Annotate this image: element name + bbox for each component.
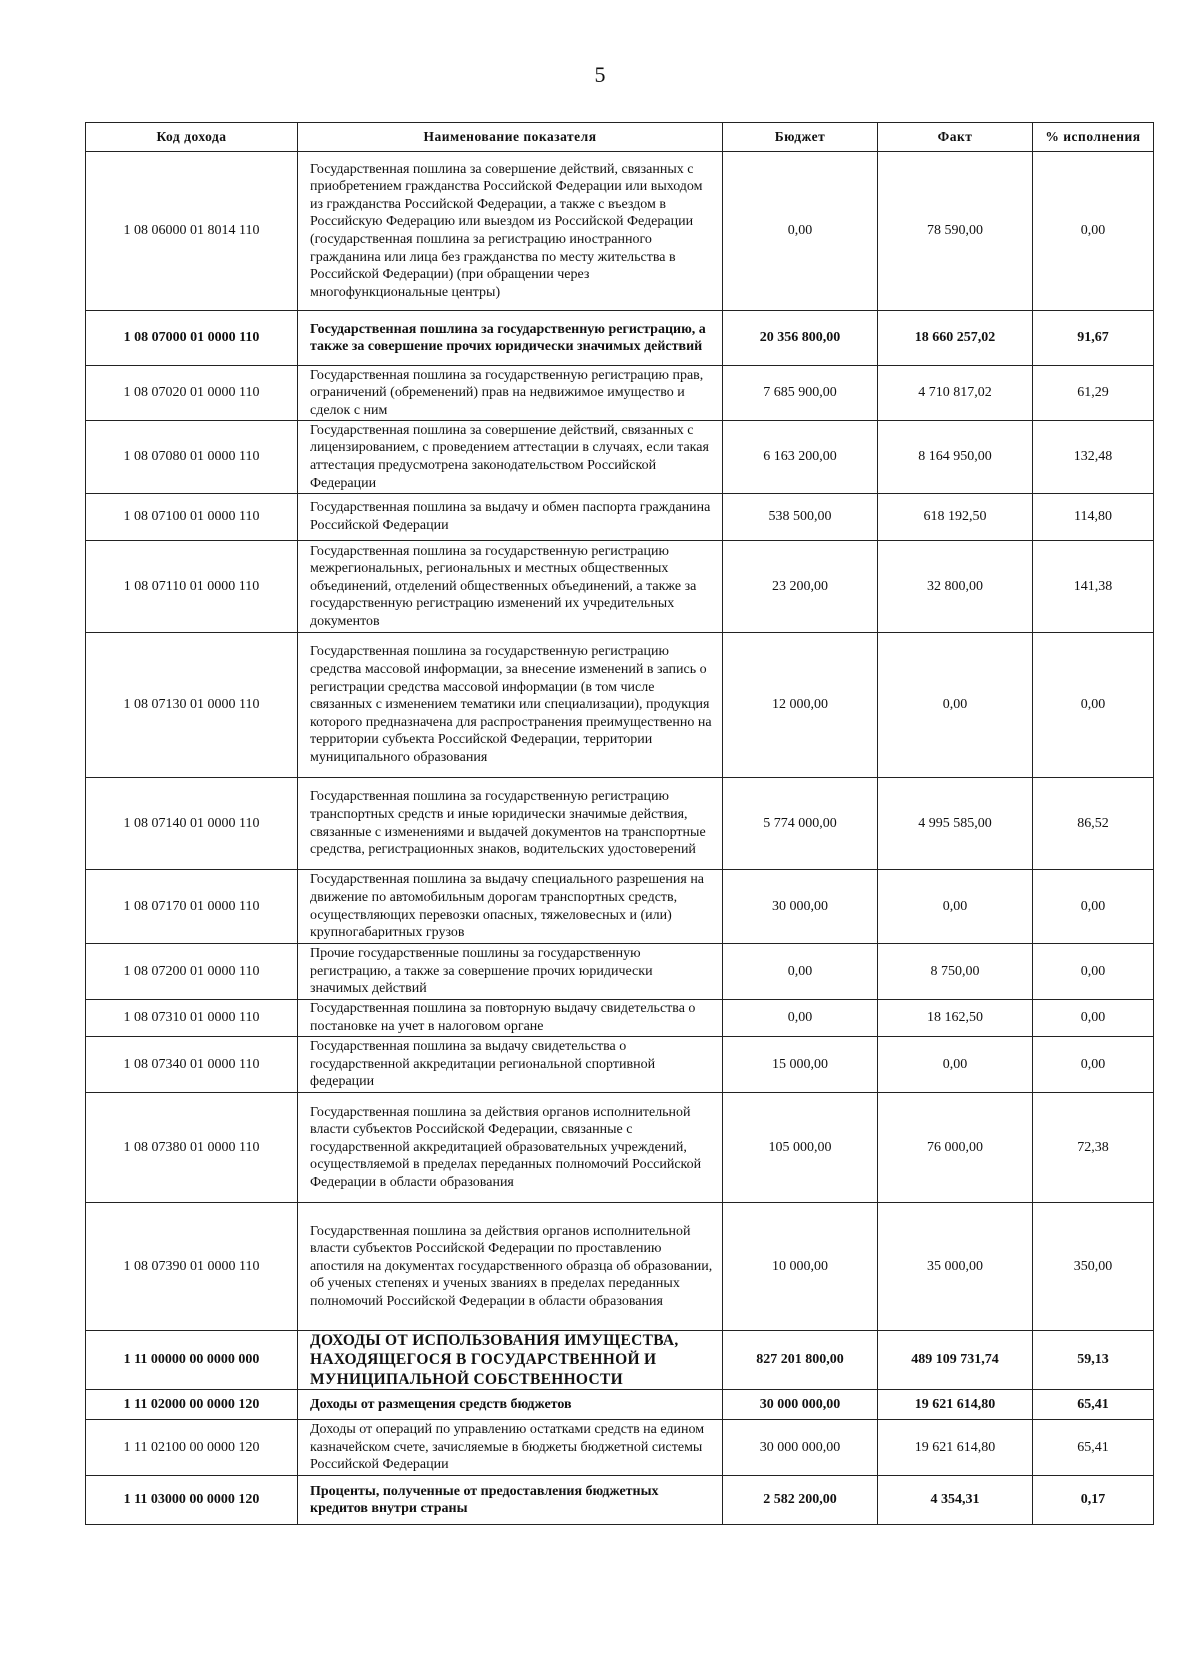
row-budget: 538 500,00 xyxy=(723,494,878,541)
row-fact: 0,00 xyxy=(878,633,1033,778)
row-code: 1 08 07170 01 0000 110 xyxy=(86,870,298,944)
row-percent: 0,00 xyxy=(1033,1000,1154,1037)
row-percent: 0,17 xyxy=(1033,1476,1154,1525)
row-fact: 76 000,00 xyxy=(878,1093,1033,1203)
row-percent: 59,13 xyxy=(1033,1331,1154,1390)
table-row xyxy=(86,778,1154,870)
row-budget: 827 201 800,00 xyxy=(723,1331,878,1390)
row-code: 1 11 02000 00 0000 120 xyxy=(86,1390,298,1420)
table-row xyxy=(86,366,1154,421)
row-code: 1 08 07140 01 0000 110 xyxy=(86,778,298,870)
row-budget: 0,00 xyxy=(723,152,878,311)
row-fact: 618 192,50 xyxy=(878,494,1033,541)
page-number: 5 xyxy=(594,62,606,87)
table-row xyxy=(86,494,1154,541)
row-name: Государственная пошлина за выдачу свидетельства о государственной аккредитации региональной спортивной федерации xyxy=(298,1037,723,1093)
table-row xyxy=(86,870,1154,944)
row-name: Государственная пошлина за действия органов исполнительной власти субъектов Российской Федерации, связанные с государственной аккредитацией образовательных учреждений, осуществляемой в пределах переданных полномочий Российской Федерации в области образования xyxy=(298,1093,723,1203)
table-row xyxy=(86,1203,1154,1331)
row-budget: 7 685 900,00 xyxy=(723,366,878,421)
row-name: Государственная пошлина за повторную выдачу свидетельства о постановке на учет в налоговом органе xyxy=(298,1000,723,1037)
row-fact: 489 109 731,74 xyxy=(878,1331,1033,1390)
row-fact: 78 590,00 xyxy=(878,152,1033,311)
row-budget: 6 163 200,00 xyxy=(723,421,878,494)
row-percent: 0,00 xyxy=(1033,152,1154,311)
row-budget: 20 356 800,00 xyxy=(723,311,878,366)
row-percent: 0,00 xyxy=(1033,870,1154,944)
row-budget: 0,00 xyxy=(723,944,878,1000)
table-row xyxy=(86,1331,1154,1390)
row-percent: 86,52 xyxy=(1033,778,1154,870)
row-code: 1 08 07200 01 0000 110 xyxy=(86,944,298,1000)
row-fact: 19 621 614,80 xyxy=(878,1390,1033,1420)
row-budget: 23 200,00 xyxy=(723,541,878,633)
row-fact: 8 750,00 xyxy=(878,944,1033,1000)
row-name: ДОХОДЫ ОТ ИСПОЛЬЗОВАНИЯ ИМУЩЕСТВА, НАХОДЯЩЕГОСЯ В ГОСУДАРСТВЕННОЙ И МУНИЦИПАЛЬНОЙ СОБСТВЕННОСТИ xyxy=(298,1331,723,1390)
row-code: 1 11 02100 00 0000 120 xyxy=(86,1420,298,1476)
row-name: Государственная пошлина за выдачу специального разрешения на движение по автомобильным дорогам транспортных средств, осуществляющих перевозки опасных, тяжеловесных и (или) крупногабаритных грузов xyxy=(298,870,723,944)
table-row xyxy=(86,1093,1154,1203)
table-row xyxy=(86,1390,1154,1420)
row-name: Прочие государственные пошлины за государственную регистрацию, а также за совершение прочих юридически значимых действий xyxy=(298,944,723,1000)
header-budget: Бюджет xyxy=(723,123,878,152)
row-budget: 0,00 xyxy=(723,1000,878,1037)
table-header-row xyxy=(86,123,1154,152)
row-percent: 141,38 xyxy=(1033,541,1154,633)
row-budget: 105 000,00 xyxy=(723,1093,878,1203)
row-code: 1 08 06000 01 8014 110 xyxy=(86,152,298,311)
row-code: 1 08 07000 01 0000 110 xyxy=(86,311,298,366)
revenue-table xyxy=(85,122,1154,1525)
row-name: Государственная пошлина за совершение действий, связанных с лицензированием, с проведением аттестации в случаях, если такая аттестация предусмотрена законодательством Российской Федерации xyxy=(298,421,723,494)
table-row xyxy=(86,1476,1154,1525)
row-percent: 61,29 xyxy=(1033,366,1154,421)
header-code: Код дохода xyxy=(86,123,298,152)
row-code: 1 11 03000 00 0000 120 xyxy=(86,1476,298,1525)
row-percent: 0,00 xyxy=(1033,944,1154,1000)
row-code: 1 08 07110 01 0000 110 xyxy=(86,541,298,633)
table-row xyxy=(86,1000,1154,1037)
row-percent: 72,38 xyxy=(1033,1093,1154,1203)
table-row xyxy=(86,541,1154,633)
row-fact: 4 710 817,02 xyxy=(878,366,1033,421)
header-percent: % исполнения xyxy=(1033,123,1154,152)
table-row xyxy=(86,152,1154,311)
header-name: Наименование показателя xyxy=(298,123,723,152)
table-row xyxy=(86,633,1154,778)
row-code: 1 11 00000 00 0000 000 xyxy=(86,1331,298,1390)
row-budget: 30 000 000,00 xyxy=(723,1390,878,1420)
row-fact: 19 621 614,80 xyxy=(878,1420,1033,1476)
row-name: Государственная пошлина за действия органов исполнительной власти субъектов Российской Федерации по проставлению апостиля на документах государственного образца об образовании, об ученых степенях и ученых званиях в пределах переданных полномочий Российской Федерации в области образования xyxy=(298,1203,723,1331)
row-fact: 32 800,00 xyxy=(878,541,1033,633)
row-budget: 10 000,00 xyxy=(723,1203,878,1331)
row-percent: 132,48 xyxy=(1033,421,1154,494)
row-fact: 18 162,50 xyxy=(878,1000,1033,1037)
row-name: Государственная пошлина за государственную регистрацию межрегиональных, региональных и местных общественных объединений, отделений общественных объединений, а также за государственную регистрацию изменений их учредительных документов xyxy=(298,541,723,633)
row-name: Государственная пошлина за государственную регистрацию прав, ограничений (обременений) прав на недвижимое имущество и сделок с ним xyxy=(298,366,723,421)
row-code: 1 08 07100 01 0000 110 xyxy=(86,494,298,541)
row-name: Государственная пошлина за государственную регистрацию транспортных средств и иные юридически значимые действия, связанные с изменениями и выдачей документов на транспортные средства, регистрационных знаков, водительских удостоверений xyxy=(298,778,723,870)
row-percent: 91,67 xyxy=(1033,311,1154,366)
row-fact: 0,00 xyxy=(878,1037,1033,1093)
row-code: 1 08 07130 01 0000 110 xyxy=(86,633,298,778)
row-percent: 114,80 xyxy=(1033,494,1154,541)
row-fact: 35 000,00 xyxy=(878,1203,1033,1331)
row-fact: 4 354,31 xyxy=(878,1476,1033,1525)
row-budget: 30 000,00 xyxy=(723,870,878,944)
row-fact: 4 995 585,00 xyxy=(878,778,1033,870)
table-row xyxy=(86,944,1154,1000)
row-budget: 5 774 000,00 xyxy=(723,778,878,870)
table-row xyxy=(86,1420,1154,1476)
row-code: 1 08 07380 01 0000 110 xyxy=(86,1093,298,1203)
row-percent: 65,41 xyxy=(1033,1390,1154,1420)
table-row xyxy=(86,1037,1154,1093)
row-budget: 2 582 200,00 xyxy=(723,1476,878,1525)
row-budget: 30 000 000,00 xyxy=(723,1420,878,1476)
row-code: 1 08 07020 01 0000 110 xyxy=(86,366,298,421)
row-name: Государственная пошлина за выдачу и обмен паспорта гражданина Российской Федерации xyxy=(298,494,723,541)
row-percent: 0,00 xyxy=(1033,633,1154,778)
row-percent: 65,41 xyxy=(1033,1420,1154,1476)
table-row xyxy=(86,311,1154,366)
row-code: 1 08 07340 01 0000 110 xyxy=(86,1037,298,1093)
row-name: Доходы от операций по управлению остатками средств на едином казначейском счете, зачисляемые в бюджеты бюджетной системы Российской Федерации xyxy=(298,1420,723,1476)
row-fact: 0,00 xyxy=(878,870,1033,944)
row-budget: 12 000,00 xyxy=(723,633,878,778)
row-code: 1 08 07310 01 0000 110 xyxy=(86,1000,298,1037)
row-name: Доходы от размещения средств бюджетов xyxy=(298,1390,723,1420)
table-row xyxy=(86,421,1154,494)
row-name: Государственная пошлина за государственную регистрацию средства массовой информации, за внесение изменений в запись о регистрации средства массовой информации (в том числе связанных с изменением тематики или специализации), продукция которого предназначена для распространения преимущественно на территории субъекта Российской Федерации, территории муниципального образования xyxy=(298,633,723,778)
row-name: Проценты, полученные от предоставления бюджетных кредитов внутри страны xyxy=(298,1476,723,1525)
header-fact: Факт xyxy=(878,123,1033,152)
row-percent: 0,00 xyxy=(1033,1037,1154,1093)
row-code: 1 08 07080 01 0000 110 xyxy=(86,421,298,494)
row-name: Государственная пошлина за совершение действий, связанных с приобретением гражданства Российской Федерации или выходом из гражданства Российской Федерации, а также с въездом в Российскую Федерацию или выездом из Российской Федерации (государственная пошлина за регистрацию иностранного гражданина или лица без гражданства по месту жительства в Российской Федерации) (при обращении через многофункциональные центры) xyxy=(298,152,723,311)
row-budget: 15 000,00 xyxy=(723,1037,878,1093)
row-name: Государственная пошлина за государственную регистрацию, а также за совершение прочих юридически значимых действий xyxy=(298,311,723,366)
row-fact: 8 164 950,00 xyxy=(878,421,1033,494)
row-fact: 18 660 257,02 xyxy=(878,311,1033,366)
row-code: 1 08 07390 01 0000 110 xyxy=(86,1203,298,1331)
row-percent: 350,00 xyxy=(1033,1203,1154,1331)
